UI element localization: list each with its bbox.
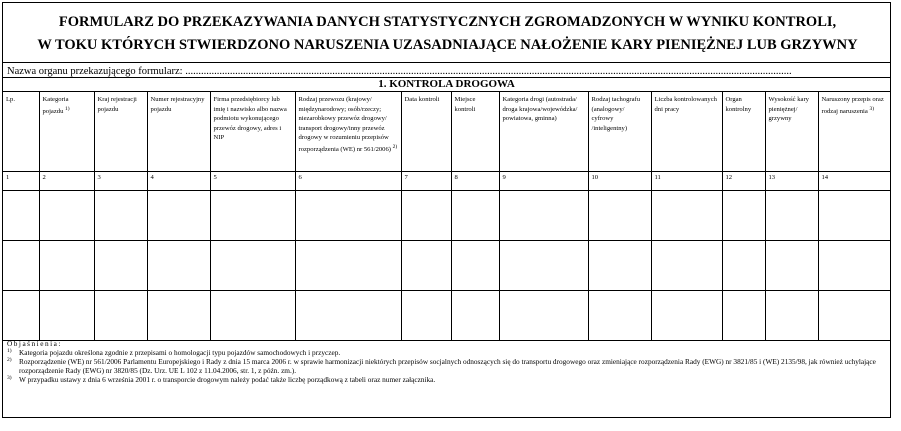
table-cell[interactable] [401, 241, 451, 291]
footnote-ref: 3) [869, 105, 875, 112]
column-header: Rodzaj tachografu (analogowy/ cyfrowy /inteligentny) [588, 92, 651, 172]
column-header: Wysokość kary pieniężnej/ grzywny [765, 92, 818, 172]
table-cell[interactable] [3, 291, 39, 341]
table-cell[interactable] [94, 241, 147, 291]
data-table [3, 91, 890, 341]
column-number: 6 [295, 172, 401, 191]
table-cell[interactable] [39, 191, 94, 241]
column-number: 14 [818, 172, 890, 191]
column-number-row [3, 172, 890, 191]
column-header: Firma przedsiębiorcy lub imię i nazwisko albo nazwa podmiotu wykonującego przewóz drogowy, adres i NIP [210, 92, 295, 172]
column-number: 11 [651, 172, 722, 191]
column-header: Kraj rejestracji pojazdu [94, 92, 147, 172]
table-cell[interactable] [39, 241, 94, 291]
table-cell[interactable] [765, 291, 818, 341]
footnote-ref: 1) [65, 105, 70, 112]
footnote-text: W przypadku ustawy z dnia 6 września 2001 r. o transporcie drogowym należy podać także liczbę porządkową z tabeli oraz numer załącznika. [19, 375, 436, 384]
form-frame [2, 2, 891, 418]
column-header: Liczba kontrolowanych dni pracy [651, 92, 722, 172]
section-title: 1. KONTROLA DROGOWA [378, 78, 515, 90]
table-cell[interactable] [3, 191, 39, 241]
table-cell[interactable] [722, 291, 765, 341]
table-cell[interactable] [295, 291, 401, 341]
title-line-1: FORMULARZ DO PRZEKAZYWANIA DANYCH STATYSTYCZNYCH ZGROMADZONYCH W WYNIKU KONTROLI, [58, 14, 837, 30]
table-cell[interactable] [722, 191, 765, 241]
table-row [3, 241, 890, 291]
column-number: 3 [94, 172, 147, 191]
table-cell[interactable] [499, 291, 588, 341]
table-cell[interactable] [94, 291, 147, 341]
form-title [3, 11, 892, 57]
table-cell[interactable] [499, 241, 588, 291]
table-cell[interactable] [147, 241, 210, 291]
table-cell[interactable] [651, 241, 722, 291]
footnote-item [7, 348, 887, 357]
table-cell[interactable] [451, 291, 499, 341]
table-cell[interactable] [651, 191, 722, 241]
footnote-text: Rozporządzenie (WE) nr 561/2006 Parlamentu Europejskiego i Rady z dnia 15 marca 2006 r. w sprawie harmonizacji niektórych przepisów socjalnych odnoszących się do transportu drogowego oraz zmieniające rozporządzenia Rady (EWG) nr 3821/85 i (WE) 2135/98, jak również uchylające rozporządzenie Rady (EWG) nr 3820/85 (Dz. Urz. UE L 102 z 11.04.2006, str. 1, z późn. zm.). [19, 357, 876, 375]
column-header: Numer rejestracyjny pojazdu [147, 92, 210, 172]
table-cell[interactable] [295, 191, 401, 241]
table-cell[interactable] [401, 291, 451, 341]
column-number: 4 [147, 172, 210, 191]
table-cell[interactable] [499, 191, 588, 241]
column-number: 7 [401, 172, 451, 191]
footnote-ref: 2) [392, 143, 398, 150]
table-cell[interactable] [39, 291, 94, 341]
column-header: Kategoria pojazdu $^{1)}$ [39, 92, 94, 172]
table-cell[interactable] [3, 241, 39, 291]
table-cell[interactable] [94, 191, 147, 241]
table-cell[interactable] [765, 241, 818, 291]
column-header: Miejsce kontroli [451, 92, 499, 172]
table-cell[interactable] [401, 191, 451, 241]
table-cell[interactable] [210, 241, 295, 291]
table-cell[interactable] [651, 291, 722, 341]
column-header: Lp. [3, 92, 39, 172]
footnote-number: 2) [7, 357, 12, 363]
table-cell[interactable] [210, 291, 295, 341]
column-number: 2 [39, 172, 94, 191]
table-cell[interactable] [818, 191, 890, 241]
table-cell[interactable] [451, 241, 499, 291]
column-number: 1 [3, 172, 39, 191]
divider [3, 62, 890, 63]
table-cell[interactable] [295, 241, 401, 291]
table-cell[interactable] [588, 191, 651, 241]
title-line-2: W TOKU KTÓRYCH STWIERDZONO NARUSZENIA UZASADNIAJĄCE NAŁOŻENIE KARY PIENIĘŻNEJ LUB GRZYWNY [37, 37, 858, 53]
table-cell[interactable] [147, 191, 210, 241]
footnote-number: 1) [7, 348, 12, 354]
table-cell[interactable] [818, 241, 890, 291]
column-header: Kategoria drogi (autostrada/ droga krajowa/wojewódzka/ powiatowa, gminna) [499, 92, 588, 172]
table-cell[interactable] [147, 291, 210, 341]
column-number: 5 [210, 172, 295, 191]
column-number: 13 [765, 172, 818, 191]
organ-name-field[interactable]: Nazwa organu przekazującego formularz: ....................................................................................................................................................................................................................................... [7, 66, 792, 77]
table-cell[interactable] [722, 241, 765, 291]
column-header: Naruszony przepis oraz rodzaj naruszenia $^{3)}$ [818, 92, 890, 172]
footnote-item [7, 357, 887, 375]
column-number: 10 [588, 172, 651, 191]
table-cell[interactable] [210, 191, 295, 241]
column-header: Rodzaj przewozu (krajowy/ międzynarodowy; osób/rzeczy; niezarobkowy przewóz drogowy/ transport drogowy/inny przewóz drogowy w rozumieniu przepisów rozporządzenia (WE) nr 561/2006) $^{2)}$ [295, 92, 401, 172]
column-number: 8 [451, 172, 499, 191]
footnote-item [7, 375, 887, 384]
table-cell[interactable] [765, 191, 818, 241]
header-row [3, 92, 890, 172]
footnotes [7, 339, 887, 384]
column-header: Data kontroli [401, 92, 451, 172]
table-cell[interactable] [588, 241, 651, 291]
column-number: 9 [499, 172, 588, 191]
table-row [3, 291, 890, 341]
column-header: Organ kontrolny [722, 92, 765, 172]
footnotes-heading: Objaśnienia: [7, 339, 62, 348]
footnote-number: 3) [7, 375, 12, 381]
footnote-text: Kategoria pojazdu określona zgodnie z przepisami o homologacji typu pojazdów samochodowych i przyczep. [19, 348, 341, 357]
table-cell[interactable] [588, 291, 651, 341]
table-cell[interactable] [818, 291, 890, 341]
table-row [3, 191, 890, 241]
table-cell[interactable] [451, 191, 499, 241]
column-number: 12 [722, 172, 765, 191]
